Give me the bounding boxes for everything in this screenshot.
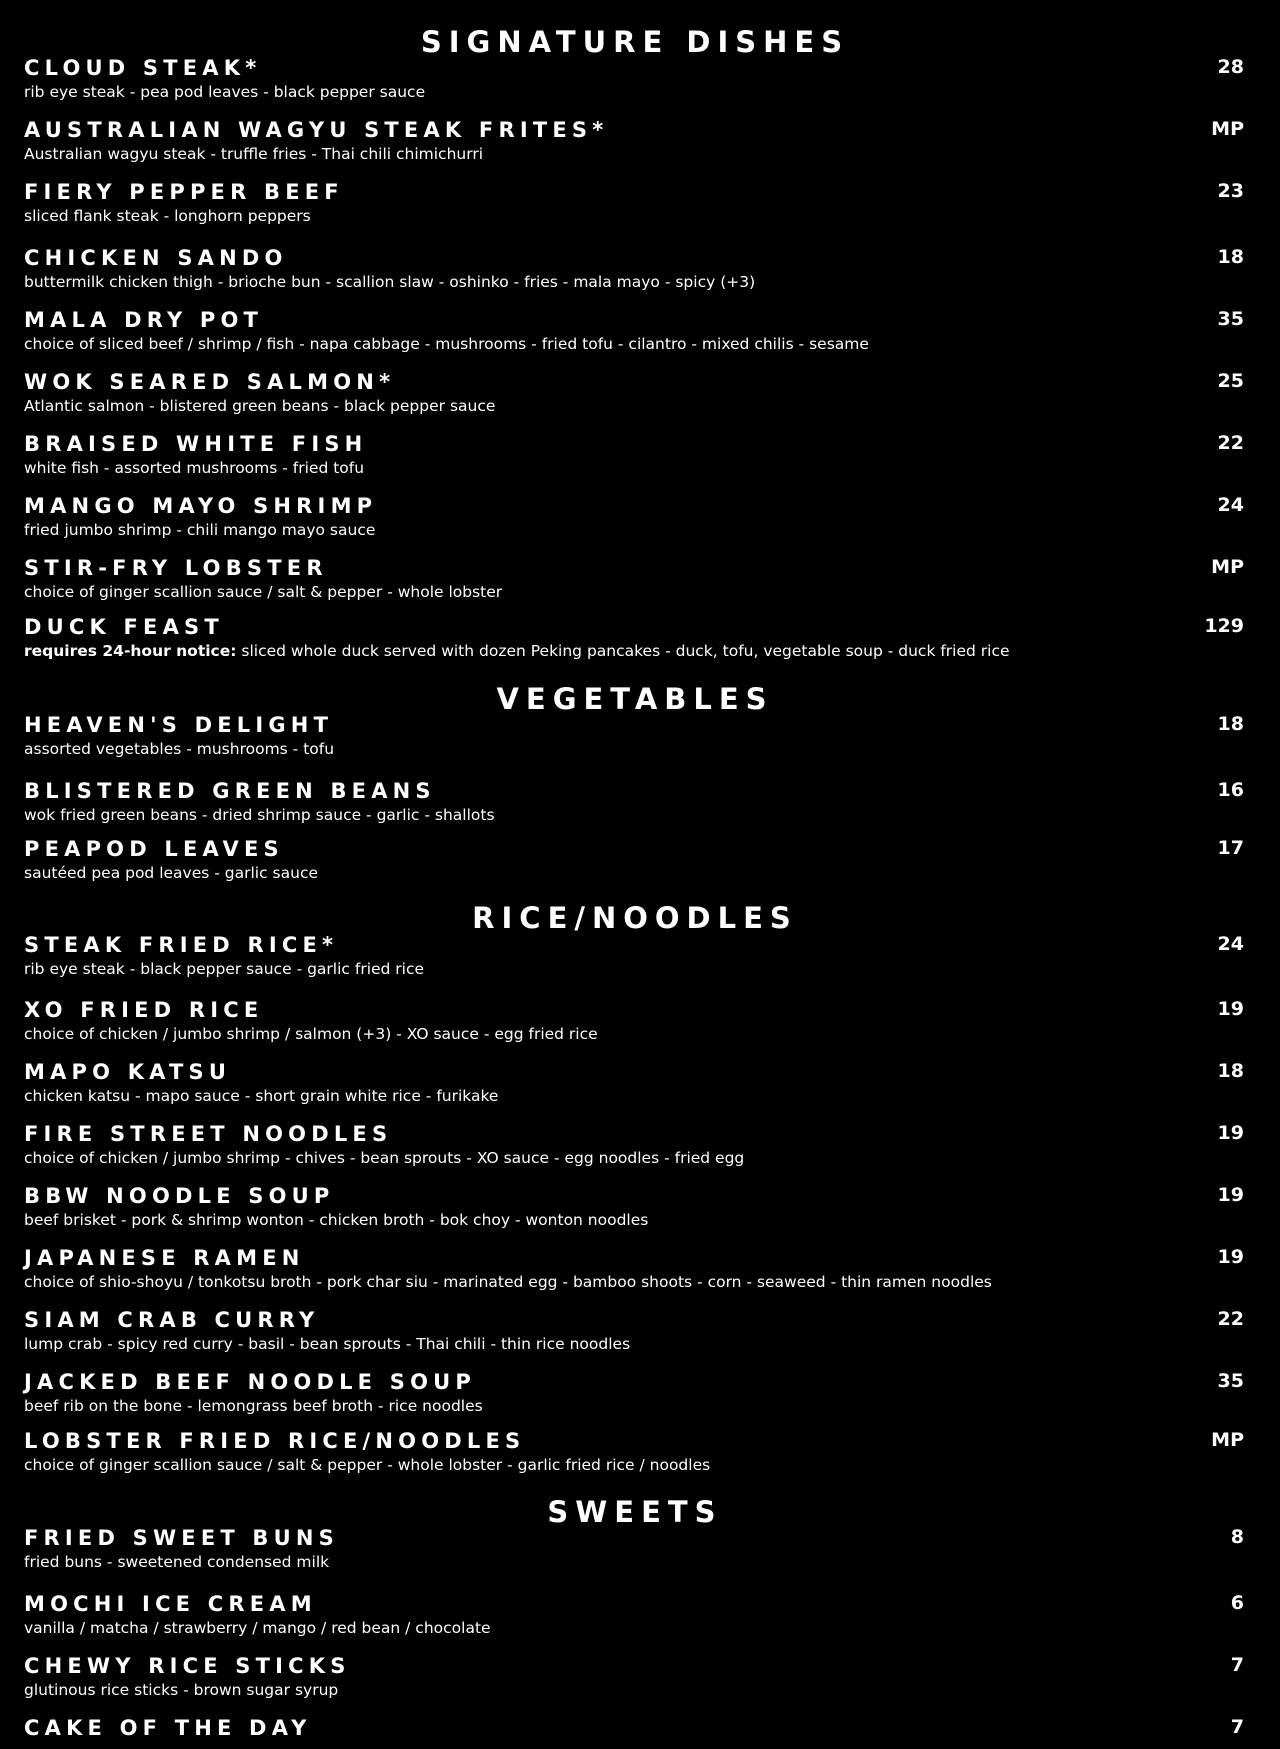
item-name: BBW NOODLE SOUP [24,1184,335,1208]
item-description-text: sliced whole duck served with dozen Peking pancakes - duck, tofu, vegetable soup - duck fried rice [236,642,1010,660]
section-title-vegetables: VEGETABLES [496,682,774,716]
item-name: DUCK FEAST [24,615,224,639]
item-description: sautéed pea pod leaves - garlic sauce [24,864,319,882]
menu-item [24,1591,1244,1645]
item-name: FIRE STREET NOODLES [24,1122,393,1146]
item-name: CLOUD STEAK* [24,56,262,80]
item-name: PEAPOD LEAVES [24,837,284,861]
item-price: 22 [1217,432,1244,454]
menu-item [24,1653,1244,1707]
item-description: beef rib on the bone - lemongrass beef broth - rice noodles [24,1397,483,1415]
item-price: 129 [1204,615,1244,637]
menu-item [24,932,1244,986]
item-price: 16 [1217,779,1244,801]
item-price: 23 [1217,180,1244,202]
menu-item [24,1121,1244,1175]
item-name: CAKE OF THE DAY [24,1716,312,1740]
item-description: assorted vegetables - mushrooms - tofu [24,740,335,758]
menu-item [24,1245,1244,1299]
item-description: fried buns - sweetened condensed milk [24,1553,330,1571]
menu-item [24,1059,1244,1113]
item-price: 7 [1230,1654,1244,1676]
item-description: chicken katsu - mapo sauce - short grain white rice - furikake [24,1087,499,1105]
item-description [24,641,1010,661]
item-description: choice of sliced beef / shrimp / fish - napa cabbage - mushrooms - fried tofu - cilantro - mixed chilis - sesame [24,335,869,353]
menu-item [24,836,1244,890]
menu-item [24,1307,1244,1361]
item-price: 24 [1217,494,1244,516]
item-name: MOCHI ICE CREAM [24,1592,317,1616]
item-description: Australian wagyu steak - truffle fries - Thai chili chimichurri [24,145,483,163]
menu-item [24,55,1244,109]
menu-item [24,307,1244,361]
item-price: 19 [1217,1122,1244,1144]
item-price: 18 [1217,1060,1244,1082]
item-description: choice of chicken / jumbo shrimp / salmon (+3) - XO sauce - egg fried rice [24,1025,598,1043]
item-price: 8 [1230,1526,1244,1548]
item-name: CHEWY RICE STICKS [24,1654,351,1678]
section-title-sweets: SWEETS [547,1495,723,1529]
item-name: JACKED BEEF NOODLE SOUP [24,1370,476,1394]
item-description: sliced flank steak - longhorn peppers [24,207,311,225]
item-price: 19 [1217,998,1244,1020]
item-name: MANGO MAYO SHRIMP [24,494,378,518]
item-description: lump crab - spicy red curry - basil - bean sprouts - Thai chili - thin rice noodles [24,1335,631,1353]
item-price: MP [1211,1429,1244,1451]
item-name: STEAK FRIED RICE* [24,933,339,957]
item-price: 17 [1217,837,1244,859]
menu-item [24,778,1244,832]
menu-item [24,1183,1244,1237]
menu-item [24,555,1244,609]
item-description: buttermilk chicken thigh - brioche bun - scallion slaw - oshinko - fries - mala mayo - spicy (+3) [24,273,756,291]
menu-item [24,1525,1244,1579]
item-description: Atlantic salmon - blistered green beans - black pepper sauce [24,397,496,415]
item-price: 25 [1217,370,1244,392]
item-name: HEAVEN'S DELIGHT [24,713,334,737]
item-name: JAPANESE RAMEN [24,1246,305,1270]
item-price: 35 [1217,1370,1244,1392]
menu-item [24,431,1244,485]
item-description: choice of chicken / jumbo shrimp - chives - bean sprouts - XO sauce - egg noodles - fried egg [24,1149,745,1167]
item-description: rib eye steak - black pepper sauce - garlic fried rice [24,960,425,978]
menu-item [24,614,1244,668]
item-name: XO FRIED RICE [24,998,264,1022]
item-price: 19 [1217,1246,1244,1268]
menu-item [24,1428,1244,1482]
item-description: rib eye steak - pea pod leaves - black pepper sauce [24,83,426,101]
item-price: 7 [1230,1716,1244,1738]
item-name: MALA DRY POT [24,308,264,332]
item-price: 35 [1217,308,1244,330]
item-name: WOK SEARED SALMON* [24,370,396,394]
item-price: 22 [1217,1308,1244,1330]
item-description: choice of shio-shoyu / tonkotsu broth - pork char siu - marinated egg - bamboo shoots - corn - seaweed - thin ramen noodles [24,1273,992,1291]
item-description: glutinous rice sticks - brown sugar syrup [24,1681,339,1699]
menu-item [24,712,1244,766]
item-description: beef brisket - pork & shrimp wonton - chicken broth - bok choy - wonton noodles [24,1211,649,1229]
menu-item [24,369,1244,423]
menu-item [24,179,1244,233]
item-price: 6 [1230,1592,1244,1614]
item-description: white fish - assorted mushrooms - fried tofu [24,459,365,477]
menu-item [24,117,1244,171]
item-name: SIAM CRAB CURRY [24,1308,320,1332]
menu-item [24,997,1244,1051]
item-name: LOBSTER FRIED RICE/NOODLES [24,1429,526,1453]
item-name: BRAISED WHITE FISH [24,432,368,456]
item-price: 28 [1217,56,1244,78]
item-description: choice of ginger scallion sauce / salt & pepper - whole lobster [24,583,503,601]
item-price: 18 [1217,713,1244,735]
item-price: 24 [1217,933,1244,955]
item-price: 18 [1217,246,1244,268]
item-name: MAPO KATSU [24,1060,232,1084]
item-price: 19 [1217,1184,1244,1206]
menu-item [24,1369,1244,1423]
item-description: choice of ginger scallion sauce / salt & pepper - whole lobster - garlic fried rice / noodles [24,1456,711,1474]
item-name: FRIED SWEET BUNS [24,1526,339,1550]
item-name: CHICKEN SANDO [24,246,288,270]
item-description: vanilla / matcha / strawberry / mango / red bean / chocolate [24,1619,491,1637]
item-name: AUSTRALIAN WAGYU STEAK FRITES* [24,118,609,142]
section-title-signature-dishes: SIGNATURE DISHES [420,25,850,59]
item-name: BLISTERED GREEN BEANS [24,779,436,803]
menu-item [24,493,1244,547]
item-name: FIERY PEPPER BEEF [24,180,344,204]
item-price: MP [1211,556,1244,578]
item-price: MP [1211,118,1244,140]
menu-item [24,245,1244,299]
item-name: STIR-FRY LOBSTER [24,556,328,580]
item-description: fried jumbo shrimp - chili mango mayo sauce [24,521,376,539]
item-description: wok fried green beans - dried shrimp sauce - garlic - shallots [24,806,495,824]
item-description-prefix: requires 24-hour notice: [24,642,237,660]
menu-item [24,1715,1244,1749]
section-title-rice-noodles: RICE/NOODLES [472,901,798,935]
